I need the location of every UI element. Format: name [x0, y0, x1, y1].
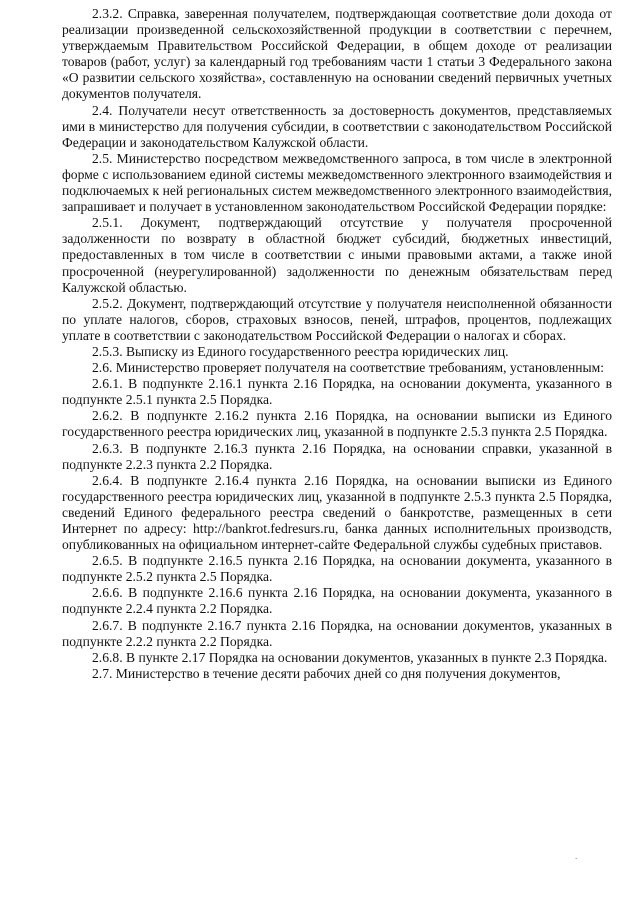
paragraph-2-3-2: 2.3.2. Справка, заверенная получателем, подтверждающая соответствие доли дохода от реализации произведенной сельскохозяйственной продукции в соответствии с перечнем, утверждаемым Правительством Российской Федерации, в общем доходе от реализации товаров (работ, услуг) за календарный год требованиям части 1 статьи 3 Федерального закона «О развитии сельского хозяйства», составленную на основании сведений первичных учетных документов получателя. — [62, 6, 612, 102]
paragraph-2-6-5: 2.6.5. В подпункте 2.16.5 пункта 2.16 Порядка, на основании документа, указанного в подпункте 2.5.2 пункта 2.5 Порядка. — [62, 553, 612, 585]
paragraph-2-6-6: 2.6.6. В подпункте 2.16.6 пункта 2.16 Порядка, на основании документа, указанного в подпункте 2.2.4 пункта 2.2 Порядка. — [62, 585, 612, 617]
paragraph-2-6-8: 2.6.8. В пункте 2.17 Порядка на основании документов, указанных в пункте 2.3 Порядка. — [92, 649, 608, 665]
paragraph-2-6-7: 2.6.7. В подпункте 2.16.7 пункта 2.16 Порядка, на основании документов, указанных в подпункте 2.2.2 пункта 2.2 Порядка. — [62, 617, 612, 649]
paragraph-2-5-3: 2.5.3. Выписку из Единого государственного реестра юридических лиц. — [92, 343, 509, 359]
paragraph-2-7: 2.7. Министерство в течение десяти рабочих дней со дня получения документов, — [92, 665, 561, 681]
paragraph-2-6-4: 2.6.4. В подпункте 2.16.4 пункта 2.16 Порядка, на основании выписки из Единого государственного реестра юридических лиц, указанной в подпункте 2.5.3 пункта 2.5 Порядка, сведений Единого федерального реестра сведений о банкротстве, размещенных в сети Интернет по адресу: http://bankrot.fedresurs.ru, банка данных исполнительных производств, опубликованных на официальном интернет-сайте Федеральной службы судебных приставов. — [62, 472, 612, 553]
paragraph-2-4: 2.4. Получатели несут ответственность за достоверность документов, представляемых ими в министерство для получения субсидии, в соответствии с законодательством Российской Федерации и законодательством Калужской области. — [62, 102, 612, 150]
paragraph-2-6-3: 2.6.3. В подпункте 2.16.3 пункта 2.16 Порядка, на основании справки, указанной в подпункте 2.2.3 пункта 2.2 Порядка. — [62, 440, 612, 472]
margin-mark: . — [575, 851, 578, 861]
paragraph-2-5-1: 2.5.1. Документ, подтверждающий отсутствие у получателя просроченной задолженности по возврату в областной бюджет субсидий, бюджетных инвестиций, предоставленных в том числе в соответствии с иными правовыми актами, а также иной просроченной (неурегулированной) задолженности по денежным обязательствам перед Калужской областью. — [62, 215, 612, 295]
paragraph-2-6-1: 2.6.1. В подпункте 2.16.1 пункта 2.16 Порядка, на основании документа, указанного в подпункте 2.5.1 пункта 2.5 Порядка. — [62, 376, 612, 408]
paragraph-2-6: 2.6. Министерство проверяет получателя на соответствие требованиям, установленным: — [92, 360, 605, 376]
paragraph-2-5: 2.5. Министерство посредством межведомственного запроса, в том числе в электронной форме с использованием единой системы межведомственного электронного взаимодействия и подключаемых к ней региональных систем межведомственного электронного взаимодействия, запрашивает и получает в установленном законодательством Российской Федерации порядке: — [62, 150, 612, 215]
paragraph-2-6-2: 2.6.2. В подпункте 2.16.2 пункта 2.16 Порядка, на основании выписки из Единого государственного реестра юридических лиц, указанной в подпункте 2.5.3 пункта 2.5 Порядка. — [62, 408, 612, 440]
paragraph-2-5-2: 2.5.2. Документ, подтверждающий отсутствие у получателя неисполненной обязанности по уплате налогов, сборов, страховых взносов, пеней, штрафов, процентов, подлежащих уплате в соответствии с законодательством Российской Федерации о налогах и сборах. — [62, 295, 612, 343]
